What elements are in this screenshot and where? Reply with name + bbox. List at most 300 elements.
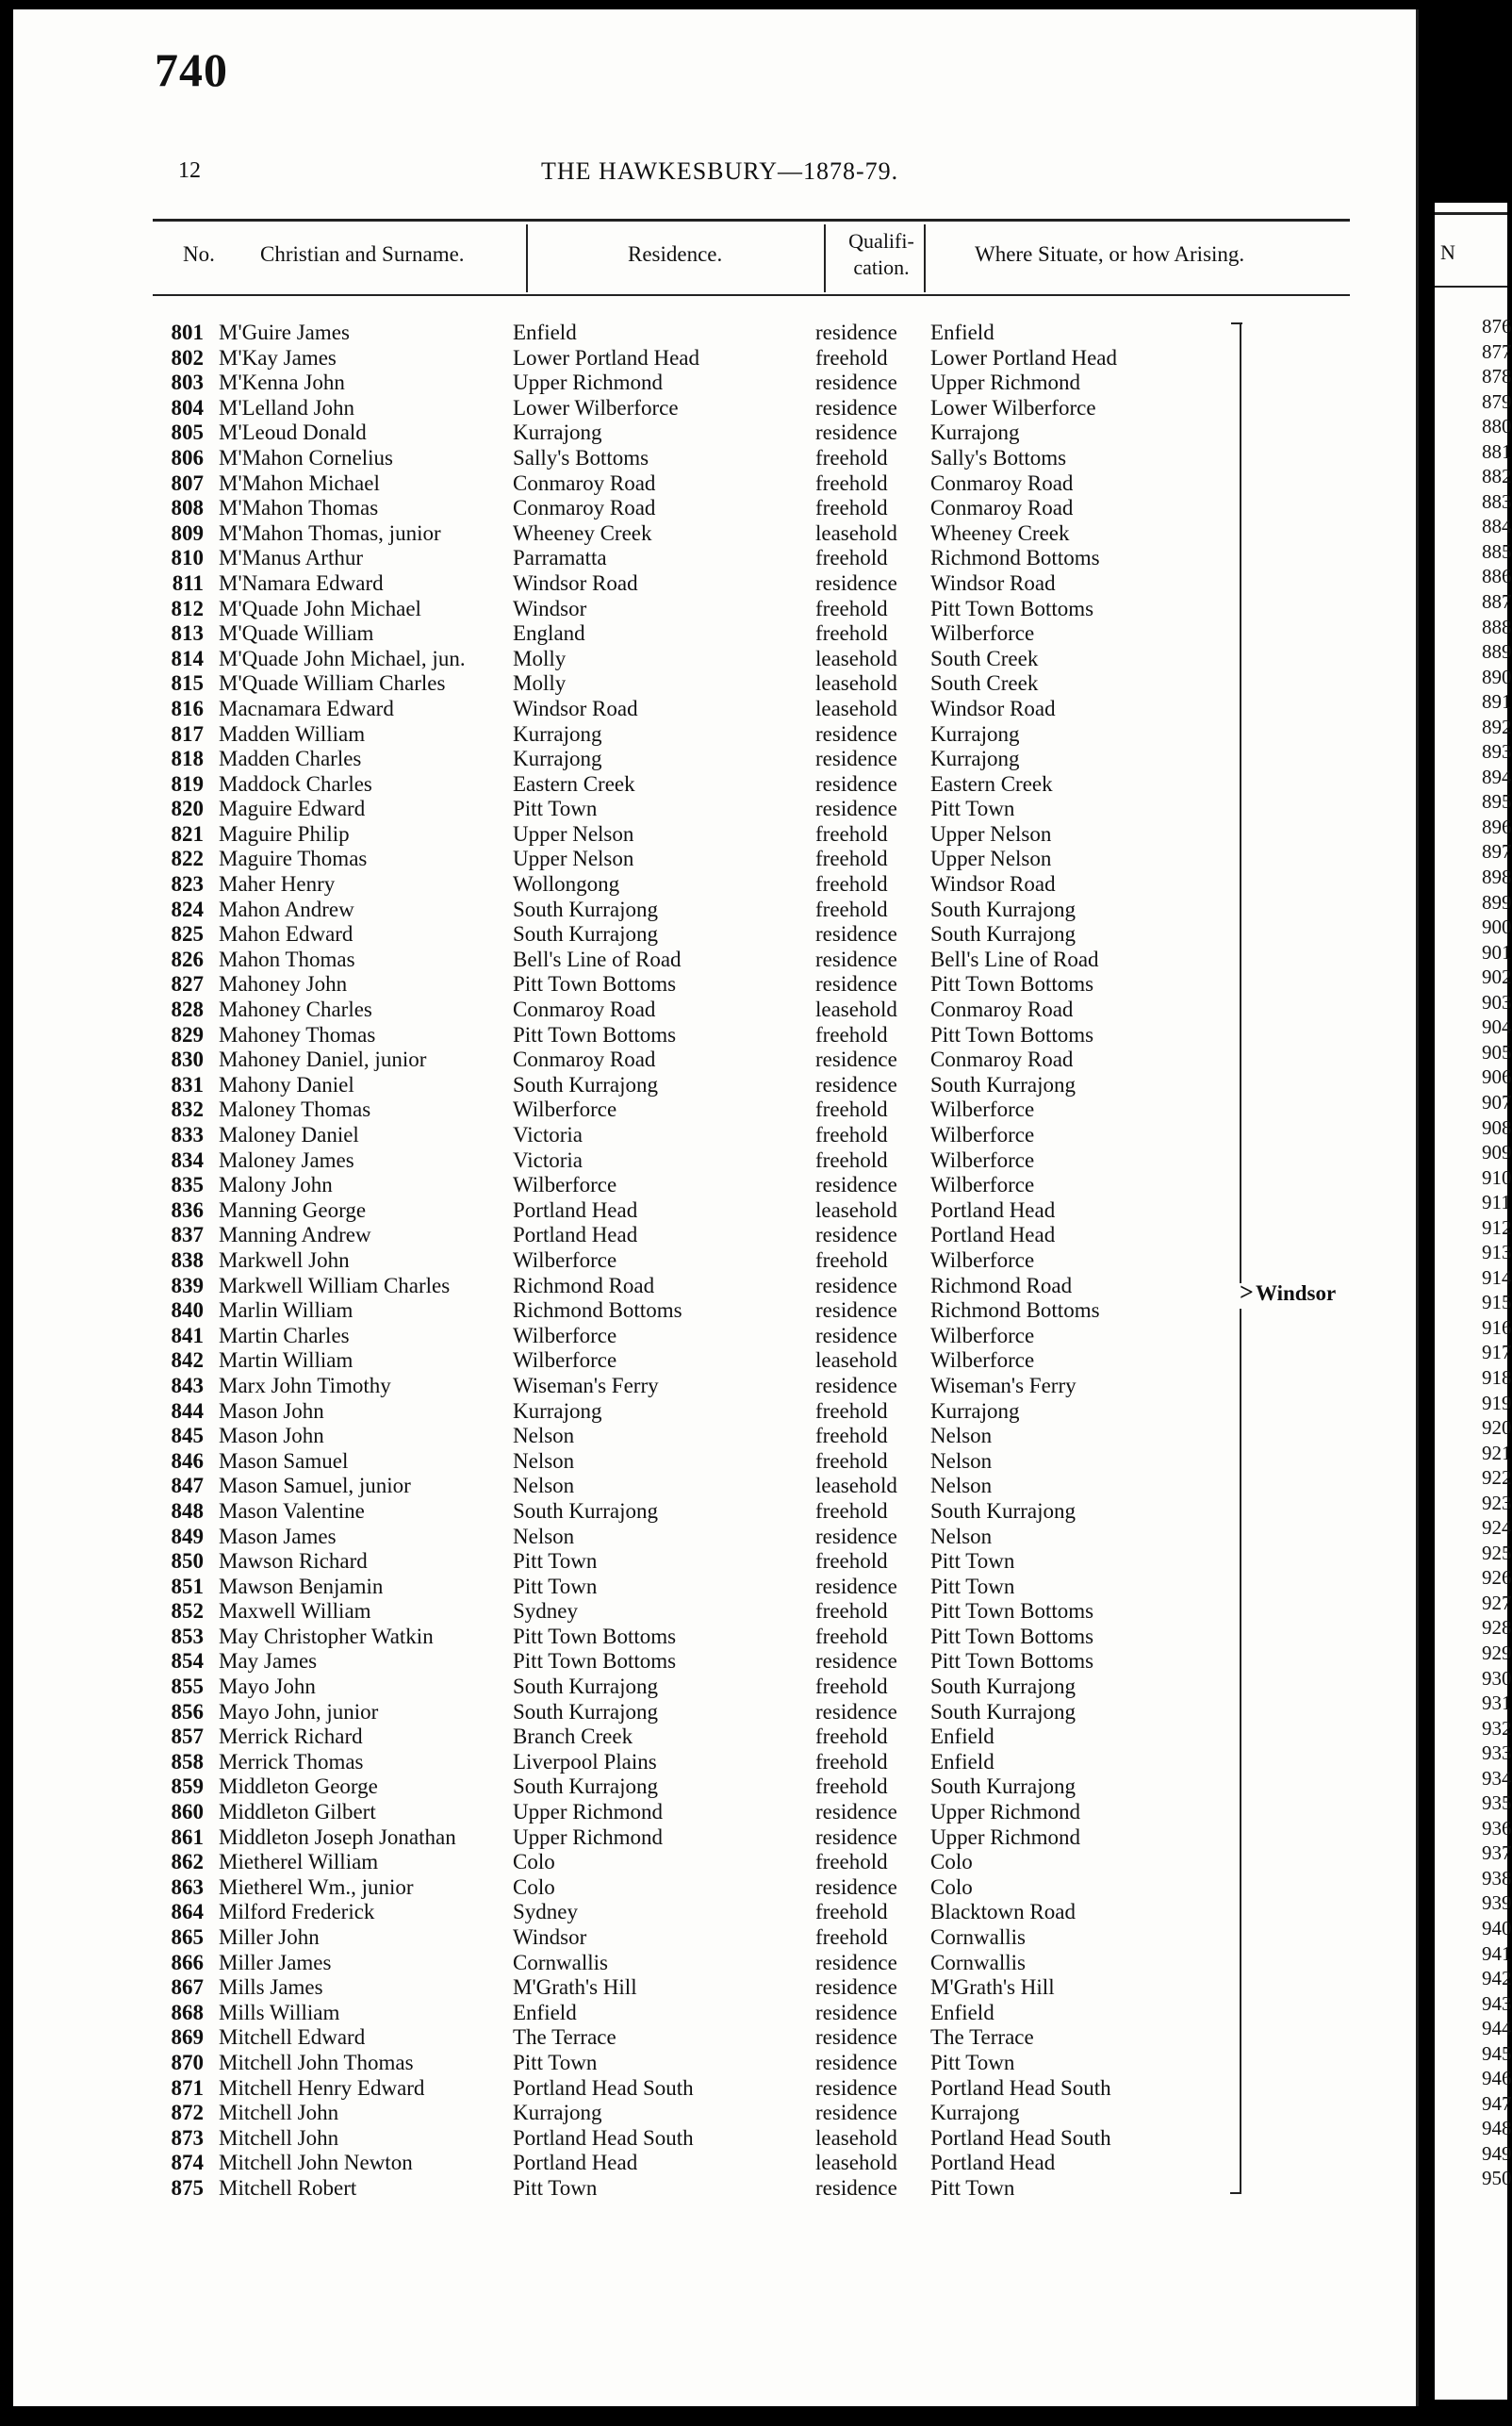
entry-number: 826 — [171, 947, 204, 971]
qualification: residence — [815, 1699, 897, 1724]
entry-number: 817 — [171, 721, 204, 746]
adjacent-entry-number: 943 — [1482, 1991, 1512, 2015]
table-row — [13, 697, 1416, 722]
entry-number: 861 — [171, 1824, 204, 1849]
qualification: residence — [815, 1824, 897, 1849]
table-row — [13, 2001, 1416, 2026]
qualification: residence — [815, 570, 897, 595]
residence: Kurrajong — [513, 747, 602, 771]
adjacent-entry-number: 913 — [1482, 1241, 1512, 1264]
qualification: residence — [815, 2025, 897, 2050]
column-header-residence: Residence. — [628, 242, 723, 266]
entry-number: 862 — [171, 1850, 204, 1874]
residence: Cornwallis — [513, 1950, 608, 1974]
elector-name: Mills William — [219, 2000, 340, 2024]
where-situate: Pitt Town Bottoms — [930, 1624, 1094, 1648]
qualification: freehold — [815, 1549, 888, 1574]
entry-number: 816 — [171, 696, 204, 720]
elector-name: Maddock Charles — [219, 771, 372, 796]
where-situate: Eastern Creek — [930, 771, 1053, 796]
adjacent-entry-number: 915 — [1482, 1291, 1512, 1314]
adjacent-entry-number: 947 — [1482, 2091, 1512, 2115]
elector-name: Mason John — [219, 1398, 324, 1423]
qualification: freehold — [815, 1498, 888, 1523]
residence: Liverpool Plains — [513, 1749, 657, 1774]
adjacent-entry-number: 878 — [1482, 365, 1512, 388]
table-row — [13, 1649, 1416, 1675]
adjacent-entry-number: 914 — [1482, 1265, 1512, 1289]
elector-name: M'Lelland John — [219, 395, 355, 420]
qualification: freehold — [815, 1022, 888, 1047]
residence: Nelson — [513, 1448, 575, 1473]
qualification: residence — [815, 2075, 897, 2100]
adjacent-entry-number: 917 — [1482, 1341, 1512, 1364]
adjacent-page-edge — [1435, 203, 1512, 2400]
qualification: freehold — [815, 1424, 888, 1448]
table-row — [13, 571, 1416, 597]
residence: Enfield — [513, 2000, 577, 2024]
where-situate: Upper Nelson — [930, 847, 1052, 871]
elector-name: Markwell John — [219, 1247, 350, 1272]
table-row — [13, 2176, 1416, 2202]
qualification: residence — [815, 1223, 897, 1247]
adjacent-entry-number: 924 — [1482, 1516, 1512, 1540]
adjacent-column-header: N — [1440, 240, 1455, 264]
adjacent-entry-number: 909 — [1482, 1141, 1512, 1164]
adjacent-entry-number: 892 — [1482, 715, 1512, 738]
qualification: freehold — [815, 445, 888, 470]
table-row — [13, 1675, 1416, 1700]
qualification: residence — [815, 1874, 897, 1899]
entry-number: 847 — [171, 1474, 204, 1498]
column-header-name: Christian and Surname. — [260, 242, 465, 266]
qualification: freehold — [815, 897, 888, 921]
elector-name: M'Kenna John — [219, 371, 345, 395]
entry-number: 860 — [171, 1800, 204, 1824]
where-situate: M'Grath's Hill — [930, 1975, 1055, 2000]
table-row — [13, 1324, 1416, 1349]
qualification: residence — [815, 771, 897, 796]
residence: Upper Nelson — [513, 821, 634, 846]
table-row — [13, 797, 1416, 822]
adjacent-entry-number: 925 — [1482, 1541, 1512, 1564]
elector-name: Mayo John — [219, 1675, 316, 1699]
table-row — [13, 747, 1416, 772]
adjacent-entry-number: 927 — [1482, 1591, 1512, 1614]
entry-number: 818 — [171, 747, 204, 771]
residence: Wilberforce — [513, 1173, 617, 1197]
qualification: freehold — [815, 1247, 888, 1272]
where-situate: South Creek — [930, 671, 1039, 696]
where-situate: Upper Richmond — [930, 1800, 1081, 1824]
table-row — [13, 1750, 1416, 1775]
adjacent-entry-number: 945 — [1482, 2041, 1512, 2065]
elector-name: Manning Andrew — [219, 1223, 371, 1247]
elector-name: M'Leoud Donald — [219, 421, 367, 445]
adjacent-entry-number: 894 — [1482, 765, 1512, 788]
elector-name: Maloney Daniel — [219, 1123, 359, 1147]
residence: Portland Head — [513, 1197, 638, 1222]
entry-number: 872 — [171, 2101, 204, 2125]
adjacent-entry-number: 942 — [1482, 1967, 1512, 1990]
where-situate: Richmond Road — [930, 1273, 1073, 1297]
qualification: residence — [815, 1950, 897, 1974]
entry-number: 848 — [171, 1498, 204, 1523]
qualification: freehold — [815, 1599, 888, 1624]
where-situate: Kurrajong — [930, 2101, 1020, 2125]
adjacent-entry-number: 931 — [1482, 1692, 1512, 1715]
where-situate: Kurrajong — [930, 721, 1020, 746]
residence: Molly — [513, 646, 567, 670]
table-row — [13, 1449, 1416, 1475]
where-situate: Pitt Town — [930, 797, 1015, 821]
table-row — [13, 1925, 1416, 1951]
residence: Nelson — [513, 1524, 575, 1548]
residence: Branch Creek — [513, 1725, 633, 1749]
entry-number: 844 — [171, 1398, 204, 1423]
residence: Sally's Bottoms — [513, 445, 649, 470]
where-situate: Nelson — [930, 1524, 993, 1548]
entry-number: 808 — [171, 496, 204, 520]
residence: Colo — [513, 1850, 555, 1874]
elector-name: Mahoney Thomas — [219, 1022, 376, 1047]
elector-name: Middleton George — [219, 1774, 378, 1799]
elector-name: Macnamara Edward — [219, 696, 394, 720]
adjacent-entry-number: 935 — [1482, 1791, 1512, 1815]
where-situate: Nelson — [930, 1448, 993, 1473]
entry-number: 841 — [171, 1323, 204, 1347]
residence: Enfield — [513, 321, 577, 344]
residence: Pitt Town — [513, 2175, 598, 2200]
where-situate: Portland Head — [930, 1197, 1056, 1222]
residence: Victoria — [513, 1147, 583, 1172]
adjacent-entry-number: 911 — [1482, 1191, 1511, 1214]
qualification: freehold — [815, 1147, 888, 1172]
adjacent-entry-number: 900 — [1482, 916, 1512, 939]
residence: Wiseman's Ferry — [513, 1373, 659, 1397]
entry-number: 821 — [171, 821, 204, 846]
adjacent-entry-number: 941 — [1482, 1941, 1512, 1965]
elector-name: Maloney James — [219, 1147, 354, 1172]
qualification: freehold — [815, 1398, 888, 1423]
table-row — [13, 1725, 1416, 1750]
where-situate: South Kurrajong — [930, 1072, 1076, 1097]
residence: Kurrajong — [513, 2101, 602, 2125]
elector-name: Mason John — [219, 1424, 324, 1448]
residence: South Kurrajong — [513, 1675, 658, 1699]
adjacent-entry-number: 876 — [1482, 315, 1512, 338]
table-row — [13, 847, 1416, 872]
table-row — [13, 1198, 1416, 1224]
qualification: residence — [815, 1173, 897, 1197]
qualification: residence — [815, 721, 897, 746]
column-divider — [924, 224, 926, 292]
qualification: residence — [815, 922, 897, 947]
elector-name: Marx John Timothy — [219, 1373, 391, 1397]
entry-number: 825 — [171, 922, 204, 947]
where-situate: Wilberforce — [930, 1173, 1035, 1197]
elector-name: Mason Samuel, junior — [219, 1474, 411, 1498]
brace-lower-line — [1240, 1309, 1241, 2193]
where-situate: Pitt Town — [930, 2175, 1015, 2200]
adjacent-entry-number: 920 — [1482, 1416, 1512, 1440]
elector-name: May James — [219, 1649, 318, 1674]
residence: Richmond Bottoms — [513, 1298, 682, 1323]
adjacent-entry-number: 881 — [1482, 439, 1512, 463]
adjacent-entry-number: 895 — [1482, 790, 1512, 814]
residence: South Kurrajong — [513, 1699, 658, 1724]
header-top-rule — [153, 219, 1350, 222]
qualification: freehold — [815, 496, 888, 520]
elector-name: M'Guire James — [219, 321, 350, 344]
qualification: leasehold — [815, 646, 897, 670]
adjacent-entry-number: 902 — [1482, 965, 1512, 989]
residence: Upper Richmond — [513, 1824, 664, 1849]
residence: South Kurrajong — [513, 1498, 658, 1523]
entry-number: 871 — [171, 2075, 204, 2100]
table-row — [13, 1700, 1416, 1725]
entry-number: 837 — [171, 1223, 204, 1247]
table-row — [13, 2126, 1416, 2152]
entry-number: 868 — [171, 2000, 204, 2024]
qualification: freehold — [815, 345, 888, 370]
qualification: freehold — [815, 821, 888, 846]
adjacent-entry-number: 883 — [1482, 489, 1512, 513]
elector-name: May Christopher Watkin — [219, 1624, 434, 1648]
adjacent-entry-number: 893 — [1482, 740, 1512, 764]
qualification: residence — [815, 2175, 897, 2200]
entry-number: 839 — [171, 1273, 204, 1297]
elector-name: M'Mahon Thomas — [219, 496, 379, 520]
qualification: residence — [815, 371, 897, 395]
entry-number: 810 — [171, 546, 204, 570]
residence: Wilberforce — [513, 1247, 617, 1272]
table-row — [13, 496, 1416, 521]
qualification-line-1: Qualifi- — [848, 229, 914, 253]
table-row — [13, 1073, 1416, 1098]
adjacent-entry-number: 922 — [1482, 1466, 1512, 1490]
qualification: residence — [815, 1048, 897, 1072]
qualification: freehold — [815, 1749, 888, 1774]
where-situate: Wilberforce — [930, 1123, 1035, 1147]
qualification: residence — [815, 1072, 897, 1097]
adjacent-entry-number: 933 — [1482, 1741, 1512, 1765]
residence: Victoria — [513, 1123, 583, 1147]
residence: Upper Nelson — [513, 847, 634, 871]
elector-name: Martin William — [219, 1348, 353, 1373]
residence: Richmond Road — [513, 1273, 655, 1297]
where-situate: Conmaroy Road — [930, 1048, 1074, 1072]
adjacent-entry-number: 923 — [1482, 1491, 1512, 1514]
adjacent-entry-number: 950 — [1482, 2167, 1512, 2190]
where-situate: Conmaroy Road — [930, 998, 1074, 1022]
table-row — [13, 1850, 1416, 1875]
entry-number: 805 — [171, 421, 204, 445]
entry-number: 842 — [171, 1348, 204, 1373]
elector-name: Maxwell William — [219, 1599, 371, 1624]
entry-number: 865 — [171, 1925, 204, 1949]
qualification: freehold — [815, 1448, 888, 1473]
entry-number: 829 — [171, 1022, 204, 1047]
adjacent-entry-number: 939 — [1482, 1891, 1512, 1915]
adjacent-entry-number: 948 — [1482, 2117, 1512, 2140]
where-situate: Enfield — [930, 1725, 994, 1749]
residence: Portland Head — [513, 1223, 638, 1247]
residence: Windsor Road — [513, 696, 638, 720]
adjacent-entry-number: 932 — [1482, 1716, 1512, 1740]
qualification: residence — [815, 1574, 897, 1598]
table-row — [13, 621, 1416, 647]
entry-number: 840 — [171, 1298, 204, 1323]
residence: South Kurrajong — [513, 897, 658, 921]
page-title: THE HAWKESBURY—1878-79. — [541, 157, 899, 185]
where-situate: Enfield — [930, 321, 994, 344]
where-situate: Windsor Road — [930, 696, 1056, 720]
entry-number: 824 — [171, 897, 204, 921]
elector-name: Madden William — [219, 721, 366, 746]
table-row — [13, 898, 1416, 923]
residence: Portland Head — [513, 2151, 638, 2175]
residence: Windsor — [513, 596, 587, 620]
table-row — [13, 1173, 1416, 1198]
table-row — [13, 1625, 1416, 1650]
elector-name: Mahoney Daniel, junior — [219, 1048, 427, 1072]
where-situate: Kurrajong — [930, 747, 1020, 771]
register-table-body — [13, 321, 1416, 2202]
entry-number: 801 — [171, 321, 204, 344]
table-row — [13, 1951, 1416, 1976]
elector-name: Mitchell Henry Edward — [219, 2075, 425, 2100]
elector-name: Maloney Thomas — [219, 1097, 371, 1122]
table-row — [13, 597, 1416, 622]
qualification: residence — [815, 1373, 897, 1397]
adjacent-entry-number: 908 — [1482, 1115, 1512, 1139]
where-situate: South Kurrajong — [930, 922, 1076, 947]
elector-name: Merrick Thomas — [219, 1749, 364, 1774]
elector-name: Mitchell John — [219, 2125, 339, 2150]
residence: M'Grath's Hill — [513, 1975, 637, 2000]
table-row — [13, 2151, 1416, 2176]
qualification: leasehold — [815, 2151, 897, 2175]
table-row — [13, 822, 1416, 848]
table-row — [13, 1223, 1416, 1248]
where-situate: Portland Head — [930, 1223, 1056, 1247]
where-situate: Wilberforce — [930, 1323, 1035, 1347]
adjacent-entry-number: 885 — [1482, 539, 1512, 563]
where-situate: Wilberforce — [930, 1097, 1035, 1122]
elector-name: M'Manus Arthur — [219, 546, 364, 570]
entry-number: 806 — [171, 445, 204, 470]
adjacent-entry-number: 929 — [1482, 1641, 1512, 1664]
table-row — [13, 1348, 1416, 1374]
residence: Portland Head South — [513, 2075, 694, 2100]
entry-number: 855 — [171, 1675, 204, 1699]
elector-name: Mason James — [219, 1524, 337, 1548]
qualification: freehold — [815, 1675, 888, 1699]
residence: South Kurrajong — [513, 1774, 658, 1799]
where-situate: Enfield — [930, 2000, 994, 2024]
adjacent-entry-number: 886 — [1482, 565, 1512, 588]
qualification: residence — [815, 395, 897, 420]
adjacent-entry-number: 887 — [1482, 590, 1512, 614]
residence: Pitt Town Bottoms — [513, 1649, 677, 1674]
where-situate: Wilberforce — [930, 1147, 1035, 1172]
qualification: freehold — [815, 1123, 888, 1147]
elector-name: Mahoney John — [219, 972, 348, 997]
where-situate: South Kurrajong — [930, 897, 1076, 921]
entry-number: 849 — [171, 1524, 204, 1548]
table-row — [13, 1274, 1416, 1299]
adjacent-entry-number: 889 — [1482, 640, 1512, 664]
table-row — [13, 972, 1416, 998]
entry-number: 836 — [171, 1197, 204, 1222]
adjacent-entry-number: 910 — [1482, 1165, 1512, 1189]
qualification: residence — [815, 1323, 897, 1347]
where-situate: Conmaroy Road — [930, 470, 1074, 495]
qualification: leasehold — [815, 998, 897, 1022]
where-situate: The Terrace — [930, 2025, 1034, 2050]
table-row — [13, 1499, 1416, 1525]
residence: Pitt Town — [513, 1574, 598, 1598]
adjacent-entry-number: 921 — [1482, 1441, 1512, 1464]
residence: Sydney — [513, 1900, 578, 1924]
elector-name: M'Kay James — [219, 345, 337, 370]
qualification: residence — [815, 1975, 897, 2000]
residence: Pitt Town — [513, 1549, 598, 1574]
residence: Pitt Town — [513, 2050, 598, 2074]
qualification: leasehold — [815, 1474, 897, 1498]
table-row — [13, 722, 1416, 748]
qualification: freehold — [815, 1725, 888, 1749]
qualification: freehold — [815, 847, 888, 871]
entry-number: 828 — [171, 998, 204, 1022]
entry-number: 831 — [171, 1072, 204, 1097]
adjacent-entry-number: 899 — [1482, 890, 1512, 914]
elector-name: Mahon Andrew — [219, 897, 354, 921]
residence: Portland Head South — [513, 2125, 694, 2150]
adjacent-entry-number: 882 — [1482, 465, 1512, 488]
qualification: freehold — [815, 872, 888, 897]
entry-number: 870 — [171, 2050, 204, 2074]
column-header-qualification — [830, 228, 933, 281]
adjacent-entry-number: 884 — [1482, 515, 1512, 538]
table-row — [13, 1975, 1416, 2001]
where-situate: Pitt Town Bottoms — [930, 1649, 1094, 1674]
qualification: freehold — [815, 1624, 888, 1648]
adjacent-entry-number: 877 — [1482, 339, 1512, 363]
where-situate: Colo — [930, 1850, 973, 1874]
elector-name: Mitchell John Newton — [219, 2151, 413, 2175]
elector-name: Maher Henry — [219, 872, 336, 897]
adjacent-entry-number: 936 — [1482, 1816, 1512, 1840]
residence: England — [513, 621, 585, 646]
table-row — [13, 1424, 1416, 1449]
register-page — [13, 9, 1419, 2406]
adjacent-entry-number: 907 — [1482, 1090, 1512, 1114]
where-situate: Nelson — [930, 1474, 993, 1498]
column-divider — [526, 224, 528, 292]
where-situate: Bell's Line of Road — [930, 947, 1099, 971]
residence: Pitt Town — [513, 797, 598, 821]
residence: Lower Wilberforce — [513, 395, 679, 420]
where-situate: Pitt Town Bottoms — [930, 972, 1094, 997]
residence: Conmaroy Road — [513, 470, 656, 495]
table-row — [13, 872, 1416, 898]
qualification: freehold — [815, 470, 888, 495]
where-situate: South Creek — [930, 646, 1039, 670]
electorate-label: Windsor — [1256, 1281, 1337, 1305]
qualification: leasehold — [815, 2125, 897, 2150]
